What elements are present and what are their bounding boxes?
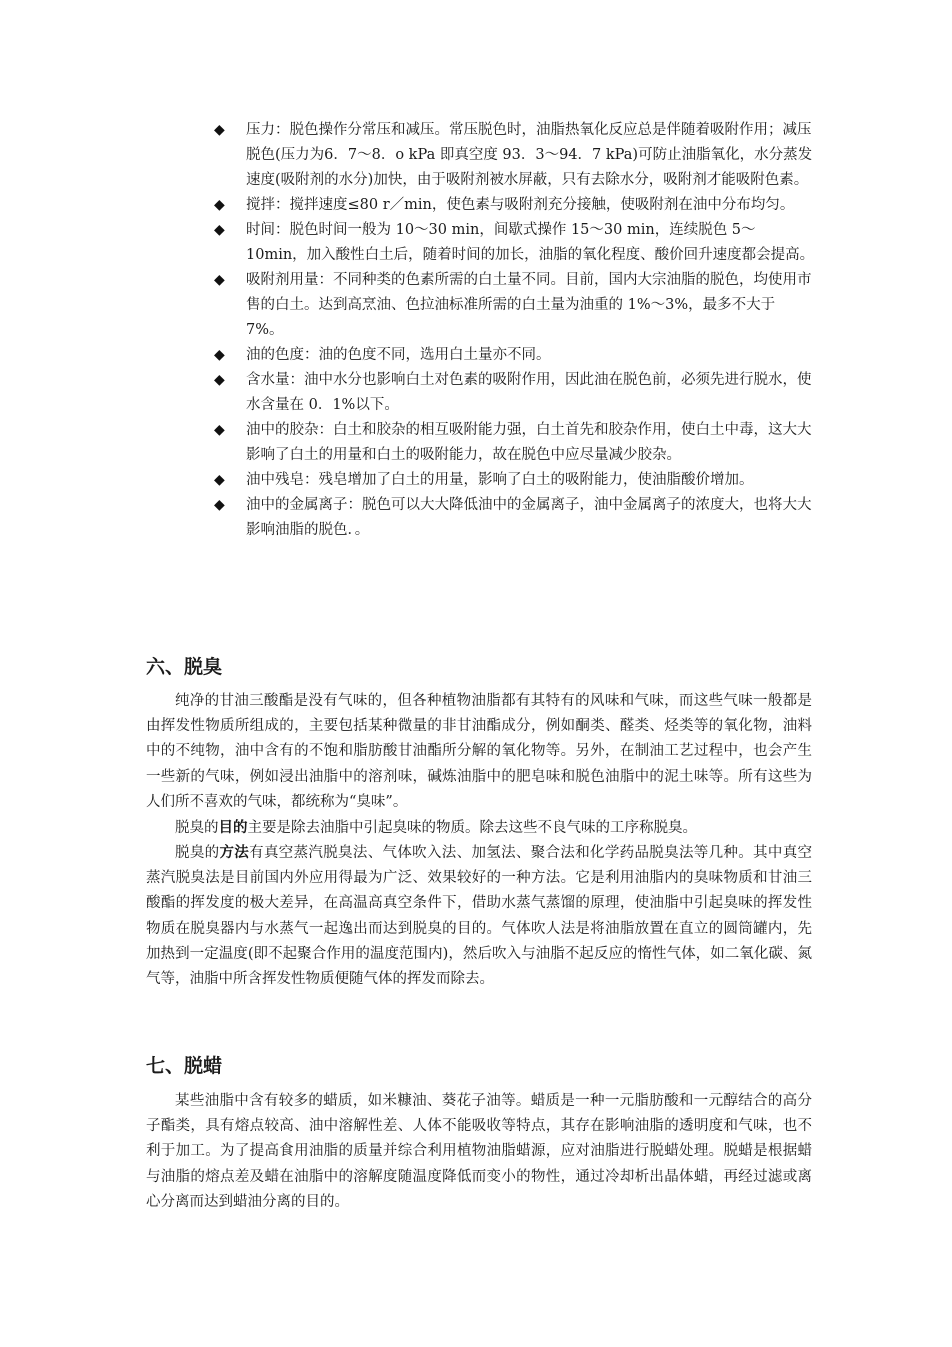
- diamond-bullet-icon: ◆: [214, 122, 225, 138]
- bullet-text: 压力：脱色操作分常压和减压。常压脱色时，油脂热氧化反应总是伴随着吸附作用；减压脱色(压力为6．7～8．o kPa 即真空度 93．3～94．7 kPa)可防止油脂氧化，水分蒸发速度(吸附剂的水分)加快，由于吸附剂被水屏蔽，只有去除水分，吸附剂才能吸附色素。: [246, 122, 813, 188]
- deodorization-intro-paragraph: 纯净的甘油三酸酯是没有气味的，但各种植物油脂都有其特有的风味和气味，而这些气味一般都是由挥发性物质所组成的，主要包括某种微量的非甘油酯成分，例如酮类、醛类、烃类等的氧化物，油料中的不纯物，油中含有的不饱和脂肪酸甘油酯所分解的氧化物等。另外，在制油工艺过程中，也会产生一些新的气味，例如浸出油脂中的溶剂味，碱炼油脂中的肥皂味和脱色油脂中的泥土味等。所有这些为人们所不喜欢的气味，都统称为“臭味”。: [146, 693, 812, 810]
- section-heading-dewaxing: 七、脱蜡: [146, 1055, 223, 1077]
- deodorization-purpose-paragraph: [146, 816, 812, 841]
- bullet-text: 时间：脱色时间一般为 10～30 min，间歇式操作 15～30 min，连续脱色 5～10min，加入酸性白土后，随着时间的加长，油脂的氧化程度、酸价回升速度都会提高。: [246, 222, 815, 263]
- diamond-bullet-icon: ◆: [214, 497, 225, 513]
- diamond-bullet-icon: ◆: [214, 422, 225, 438]
- purpose-body-text: 主要是除去油脂中引起臭味的物质。除去这些不良气味的工序称脱臭。: [247, 820, 697, 836]
- method-keyword: 方法: [219, 845, 250, 861]
- list-item: [210, 368, 816, 418]
- section-heading-deodorization: 六、脱臭: [146, 656, 223, 678]
- diamond-bullet-icon: ◆: [214, 272, 225, 288]
- diamond-bullet-icon: ◆: [214, 472, 225, 488]
- dewaxing-paragraph: 某些油脂中含有较多的蜡质，如米糠油、葵花子油等。蜡质是一种一元脂肪酸和一元醇结合的高分子酯类，具有熔点较高、油中溶解性差、人体不能吸收等特点，其存在影响油脂的透明度和气味，也不利于加工。为了提高食用油脂的质量并综合利用植物油脂蜡源，应对油脂进行脱蜡处理。脱蜡是根据蜡与油脂的熔点差及蜡在油脂中的溶解度随温度降低而变小的物性，通过冷却析出晶体蜡，再经过滤或离心分离而达到蜡油分离的目的。: [146, 1093, 812, 1210]
- diamond-bullet-icon: ◆: [214, 347, 225, 363]
- diamond-bullet-icon: ◆: [214, 222, 225, 238]
- bullet-text: 油中的金属离子：脱色可以大大降低油中的金属离子，油中金属离子的浓度大，也将大大影响油脂的脱色．。: [246, 497, 812, 538]
- list-item: [210, 343, 816, 368]
- deodorization-method-paragraph: [146, 841, 812, 992]
- bullet-text: 油的色度：油的色度不同，选用白土量亦不同。: [246, 347, 551, 363]
- decolor-factor-list: [210, 118, 816, 543]
- list-item: [210, 268, 816, 343]
- list-item: [210, 193, 816, 218]
- diamond-bullet-icon: ◆: [214, 197, 225, 213]
- list-item: [210, 418, 816, 468]
- list-item: [210, 468, 816, 493]
- purpose-keyword: 目的: [218, 820, 248, 836]
- diamond-bullet-icon: ◆: [214, 372, 225, 388]
- bullet-text: 吸附剂用量：不同种类的色素所需的白土量不同。目前，国内大宗油脂的脱色，均使用市售的白土。达到高烹油、色拉油标准所需的白土量为油重的 1%～3%，最多不大于 7%。: [246, 272, 812, 338]
- list-item: [210, 493, 816, 543]
- list-item: [210, 118, 816, 193]
- bullet-text: 油中残皂：残皂增加了白土的用量，影响了白土的吸附能力，使油脂酸价增加。: [246, 472, 754, 488]
- bullet-text: 油中的胶杂：白土和胶杂的相互吸附能力强，白土首先和胶杂作用，使白土中毒，这大大影响了白土的用量和白土的吸附能力，故在脱色中应尽量减少胶杂。: [246, 422, 812, 463]
- method-body-text: 有真空蒸汽脱臭法、气体吹入法、加氢法、聚合法和化学药品脱臭法等几种。其中真空蒸汽脱臭法是目前国内外应用得最为广泛、效果较好的一种方法。它是利用油脂内的臭味物质和甘油三酸酯的挥发度的极大差异，在高温高真空条件下，借助水蒸气蒸馏的原理，使油脂中引起臭味的挥发性物质在脱臭器内与水蒸气一起逸出而达到脱臭的目的。气体吹人法是将油脂放置在直立的圆筒罐内，先加热到一定温度(即不起聚合作用的温度范围内)，然后吹入与油脂不起反应的惰性气体，如二氧化碳、氮气等，油脂中所含挥发性物质便随气体的挥发而除去。: [146, 845, 813, 988]
- method-lead-text: 脱臭的: [175, 845, 220, 861]
- purpose-lead-text: 脱臭的: [175, 820, 219, 836]
- bullet-text: 含水量：油中水分也影响白土对色素的吸附作用，因此油在脱色前，必须先进行脱水，使水含量在 0．1%以下。: [246, 372, 812, 413]
- bullet-text: 搅拌：搅拌速度≤80 r／min，使色素与吸附剂充分接触，使吸附剂在油中分布均匀。: [246, 197, 795, 213]
- list-item: [210, 218, 816, 268]
